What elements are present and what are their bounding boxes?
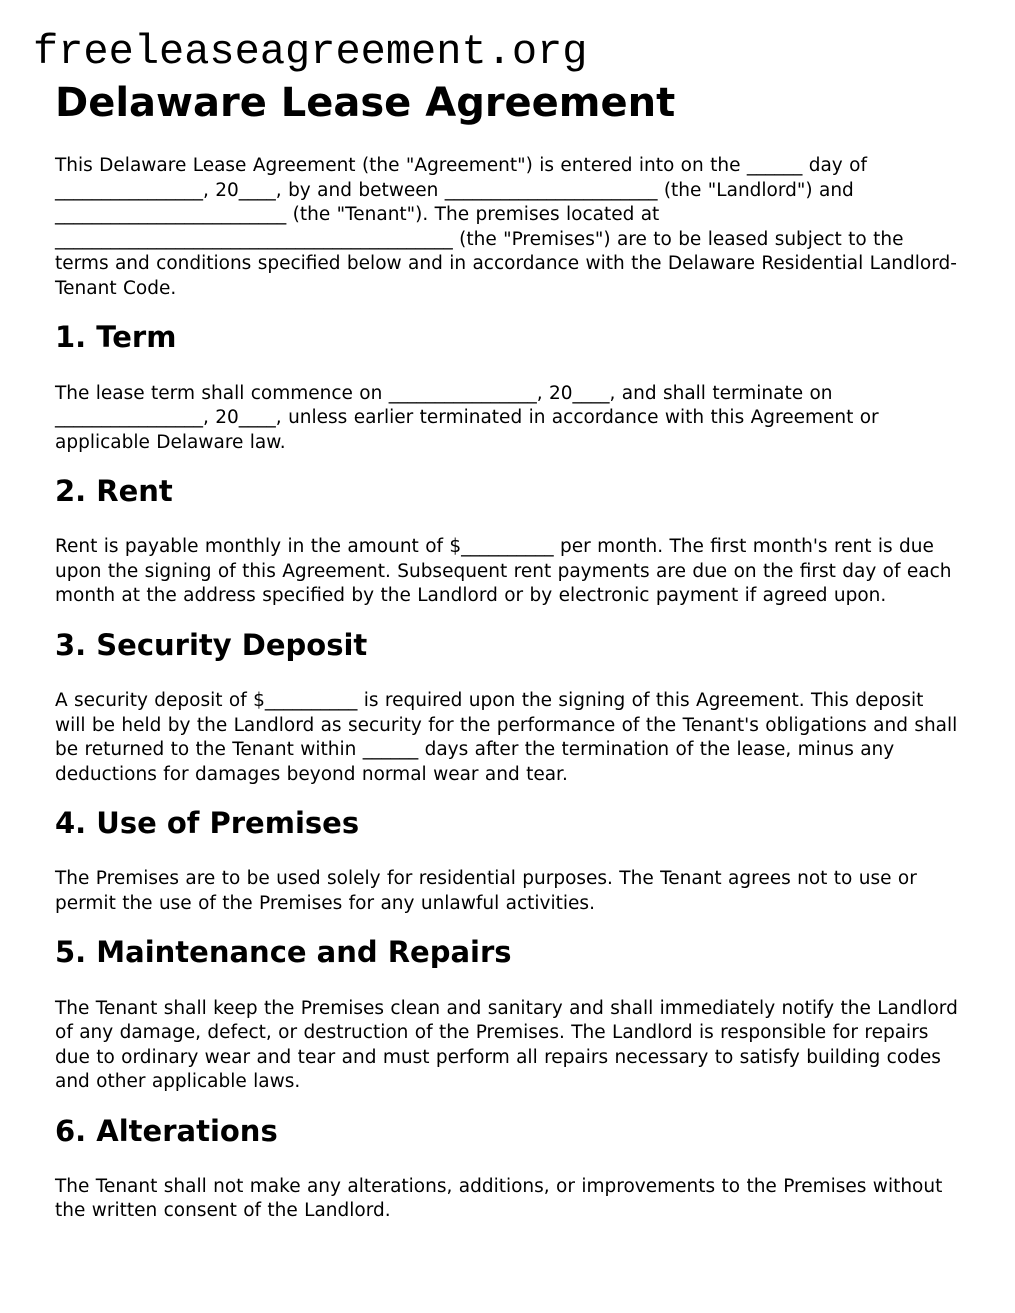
section-maintenance-repairs [55,934,960,1094]
section-rent-heading: 2. Rent [55,474,173,509]
section-rent-body: Rent is payable monthly in the amount of $__________ per month. The first month's rent is due upon the signing of this Agreement. Subsequent rent payments are due on the first day of each month at the address specified by the Landlord or by electronic payment if agreed upon. [55,536,952,607]
section-security-deposit-heading: 3. Security Deposit [55,627,368,662]
section-maintenance-repairs-body: The Tenant shall keep the Premises clean and sanitary and shall immediately notify the Landlord of any damage, defect, or destruction of the Premises. The Landlord is responsible for repairs due to ordinary wear and tear and must perform all repairs necessary to satisfy building codes and other applicable laws. [55,997,958,1093]
section-alterations-heading: 6. Alterations [55,1113,278,1148]
section-maintenance-repairs-heading: 5. Maintenance and Repairs [55,935,512,970]
section-term-body: The lease term shall commence on ________________, 20____, and shall terminate on ________________, 20____, unless earlier terminated in accordance with this Agreement or applicable Delaware law. [55,382,879,453]
section-use-of-premises [55,805,960,916]
section-use-of-premises-body: The Premises are to be used solely for residential purposes. The Tenant agrees not to use or permit the use of the Premises for any unlawful activities. [55,868,917,914]
section-security-deposit-body: A security deposit of $__________ is required upon the signing of this Agreement. This deposit will be held by the Landlord as security for the performance of the Tenant's obligations and shall be returned to the Tenant within ______ days after the termination of the lease, minus any deductions for damages beyond normal wear and tear. [55,690,958,785]
page-title: Delaware Lease Agreement [55,80,676,127]
document-body [55,154,960,1224]
section-alterations [55,1113,960,1224]
section-security-deposit [55,627,960,787]
section-rent [55,473,960,609]
section-term-heading: 1. Term [55,320,177,355]
site-name-header: freeleaseagreement.org [33,28,588,76]
section-alterations-body: The Tenant shall not make any alterations, additions, or improvements to the Premises without the written consent of the Landlord. [55,1175,943,1222]
intro-paragraph: This Delaware Lease Agreement (the "Agreement") is entered into on the ______ day of ________________, 20____, by and between _______________________ (the "Landlord") and _________________________ (the "Tenant"). The premises located at ___________________________________________ (the "Premises") are to be leased subject to the terms and conditions specified below and in accordance with the Delaware Residential Landlord-Tenant Code. [55,155,957,299]
section-term [55,319,960,455]
section-use-of-premises-heading: 4. Use of Premises [55,806,360,841]
